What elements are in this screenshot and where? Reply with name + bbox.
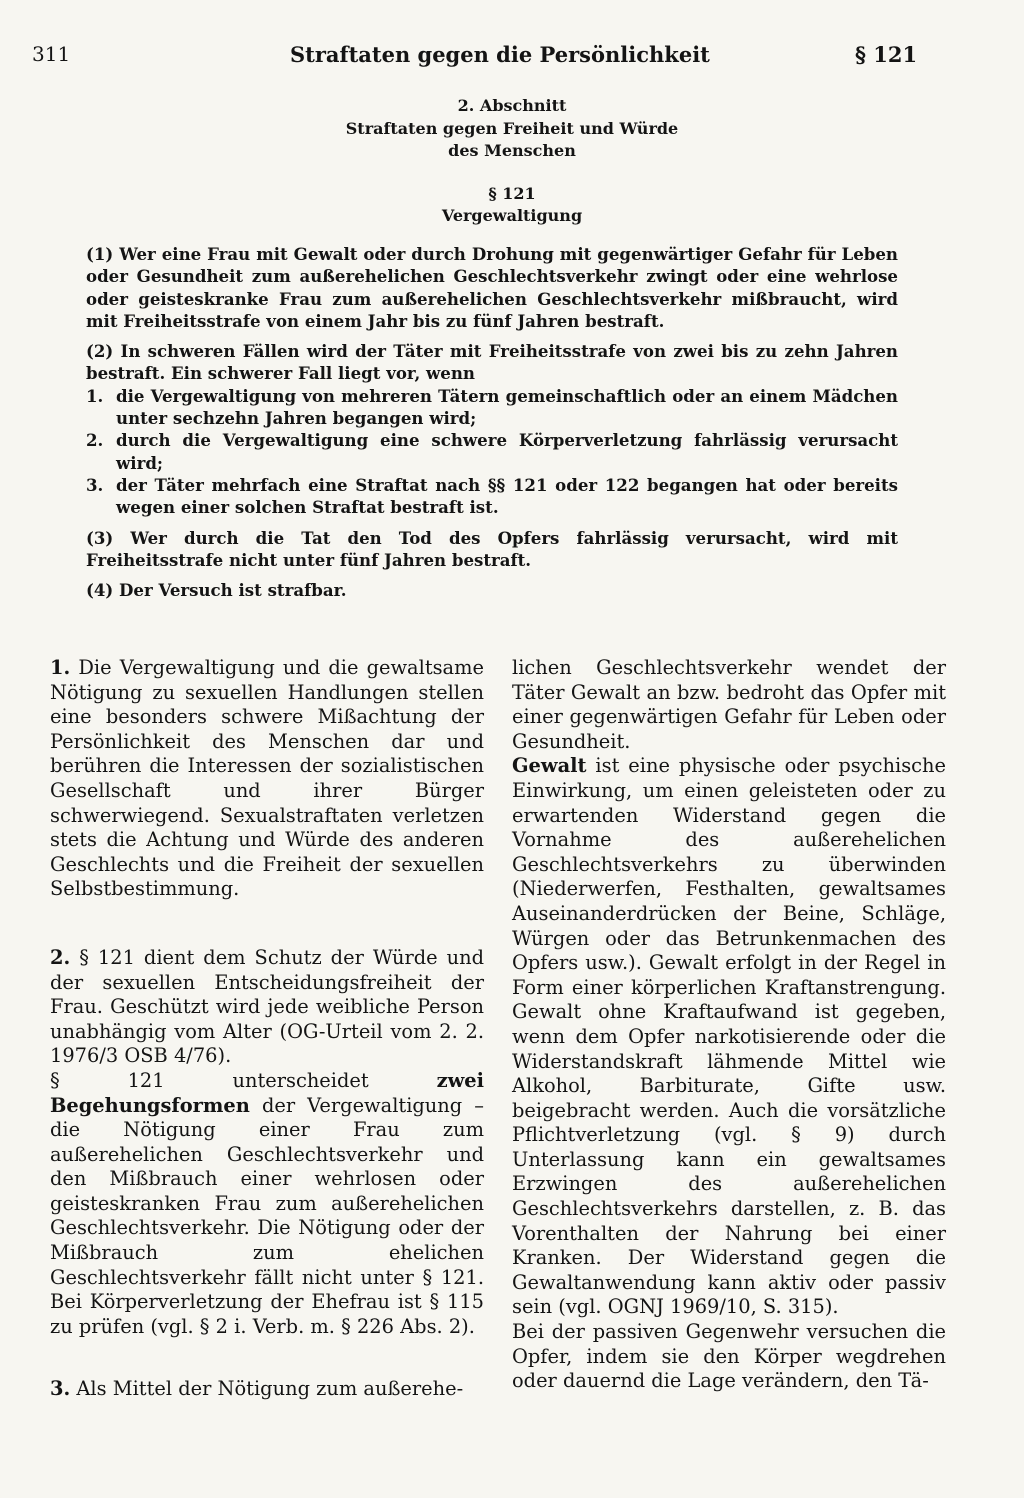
statute-abs2: (2) In schweren Fällen wird der Täter mit Freiheitsstrafe von zwei bis zu zehn Jahren bestraft. Ein schwerer Fall liegt vor, wenn <box>86 341 898 384</box>
chapter-title-line1: Straftaten gegen Freiheit und Würde <box>345 119 679 138</box>
statute-item-number: 2. <box>86 430 104 451</box>
commentary-right-column <box>512 656 946 1394</box>
note-text: ist eine physische oder psychische Einwirkung, um einen geleisteten oder zu erwartenden Widerstand gegen die Vornahme des außerehelichen Geschlechtsverkehrs zu überwinden (Niederwerfen, Festhalten, gewaltsames Auseinanderdrücken der Beine, Schläge, Würgen oder das Betrunkenmachen des Opfers usw.). Gewalt erfolgt in der Regel in Form einer körperlichen Kraftanstrengung. Gewalt ohne Kraftaufwand ist gegeben, wenn dem Opfer narkotisierende oder die Widerstandskraft lähmende Mittel wie Alkohol, Barbiturate, Gifte usw. beigebracht werden. Auch die vorsätzliche Pflichtverletzung (vgl. § 9) durch Unterlassung kann ein gewaltsames Erzwingen des außerehelichen Geschlechtsverkehrs darstellen, z. B. das Vorenthalten der Nahrung bei einer Kranken. Der Widerstand gegen die Gewaltanwendung kann aktiv oder passiv sein (vgl. OGNJ 1969/10, S. 315). <box>512 754 946 1319</box>
statute-item-text: der Täter mehrfach eine Straftat nach §§ 121 oder 122 begangen hat oder bereits wegen einer solchen Straftat bestraft ist. <box>116 474 898 518</box>
commentary-note-1 <box>50 656 484 902</box>
statute-abs4: (4) Der Versuch ist strafbar. <box>86 580 347 601</box>
statute-item <box>86 429 898 474</box>
statute-item-text: die Vergewaltigung von mehreren Tätern gemeinschaftlich oder an einem Mädchen unter sechzehn Jahren begangen wird; <box>116 385 898 429</box>
chapter-title-line2: des Menschen <box>448 141 576 160</box>
note-emphasis: zwei Begehungsformen <box>50 1068 484 1117</box>
note-number: 2. <box>50 945 71 969</box>
commentary-note-3 <box>50 1377 484 1402</box>
note-text: Die Vergewaltigung und die gewaltsame Nötigung zu sexuellen Handlungen stellen eine besonders schwere Mißachtung der Persönlichkeit des Menschen dar und berühren die Interessen der sozialistischen Gesellschaft und ihrer Bürger schwerwiegend. Sexualstraftaten verletzen stets die Achtung und Würde des anderen Geschlechts und die Freiheit der sexuellen Selbstbestimmung. <box>50 656 484 901</box>
paragraph-number: § 121 <box>488 184 536 203</box>
commentary-right-para-2 <box>512 754 946 1320</box>
running-title: Straftaten gegen die Persönlichkeit <box>290 42 710 67</box>
note-text: § 121 unterscheidet <box>50 1068 369 1092</box>
chapter-label: 2. Abschnitt <box>457 96 567 115</box>
note-number: 1. <box>50 656 71 679</box>
statute-item-number: 1. <box>86 385 104 406</box>
note-text: der Vergewaltigung – die Nötigung einer Frau zum außerehelichen Geschlechtsverkehr und den Mißbrauch einer wehrlosen oder geisteskranken Frau zum außerehelichen Geschlechtsverkehr. Die Nötigung oder der Mißbrauch zum ehelichen Geschlechtsverkehr fällt nicht unter § 121. Bei Körperverletzung der Ehefrau ist § 115 zu prüfen (vgl. § 2 i. Verb. m. § 226 Abs. 2). <box>50 1093 484 1338</box>
statute-item-text: durch die Vergewaltigung eine schwere Körperverletzung fahrlässig verursacht wird; <box>116 430 898 473</box>
statute-abs1: (1) Wer eine Frau mit Gewalt oder durch Drohung mit gegenwärtiger Gefahr für Leben oder Gesundheit zum außerehelichen Geschlechtsverkehr zwingt oder eine wehrlose oder geisteskranke Frau zum außerehelichen Geschlechtsverkehr mißbraucht, wird mit Freiheitsstrafe von einem Jahr bis zu fünf Jahren bestraft. <box>86 244 898 331</box>
statute-item <box>86 385 898 430</box>
commentary-note-2 <box>50 946 484 1069</box>
running-section: § 121 <box>855 42 918 67</box>
term-emphasis: Gewalt <box>512 754 587 778</box>
note-number: 3. <box>50 1377 71 1401</box>
paragraph-title: Vergewaltigung <box>441 206 583 225</box>
statute-text <box>86 243 898 609</box>
commentary-note-2-continued <box>50 1069 484 1340</box>
commentary-left-column <box>50 656 484 1402</box>
commentary-right-para-1: lichen Geschlechtsverkehr wendet der Täter Gewalt an bzw. bedroht das Opfer mit einer gegenwärtigen Gefahr für Leben oder Gesundheit. <box>512 656 946 753</box>
statute-abs3: (3) Wer durch die Tat den Tod des Opfers fahrlässig verursacht, wird mit Freiheitsstrafe nicht unter fünf Jahren bestraft. <box>86 527 898 570</box>
commentary-right-para-3: Bei der passiven Gegenwehr versuchen die Opfer, indem sie den Körper wegdrehen oder dauernd die Lage verändern, den Tä- <box>512 1320 946 1393</box>
note-text: Als Mittel der Nötigung zum außerehe- <box>76 1377 464 1401</box>
statute-item-number: 3. <box>86 474 104 495</box>
statute-item <box>86 474 898 519</box>
page-number: 311 <box>32 42 71 66</box>
note-text: § 121 dient dem Schutz der Würde und der sexuellen Entscheidungsfreiheit der Frau. Geschützt wird jede weibliche Person unabhängig vom Alter (OG-Urteil vom 2. 2. 1976/3 OSB 4/76). <box>50 945 484 1068</box>
